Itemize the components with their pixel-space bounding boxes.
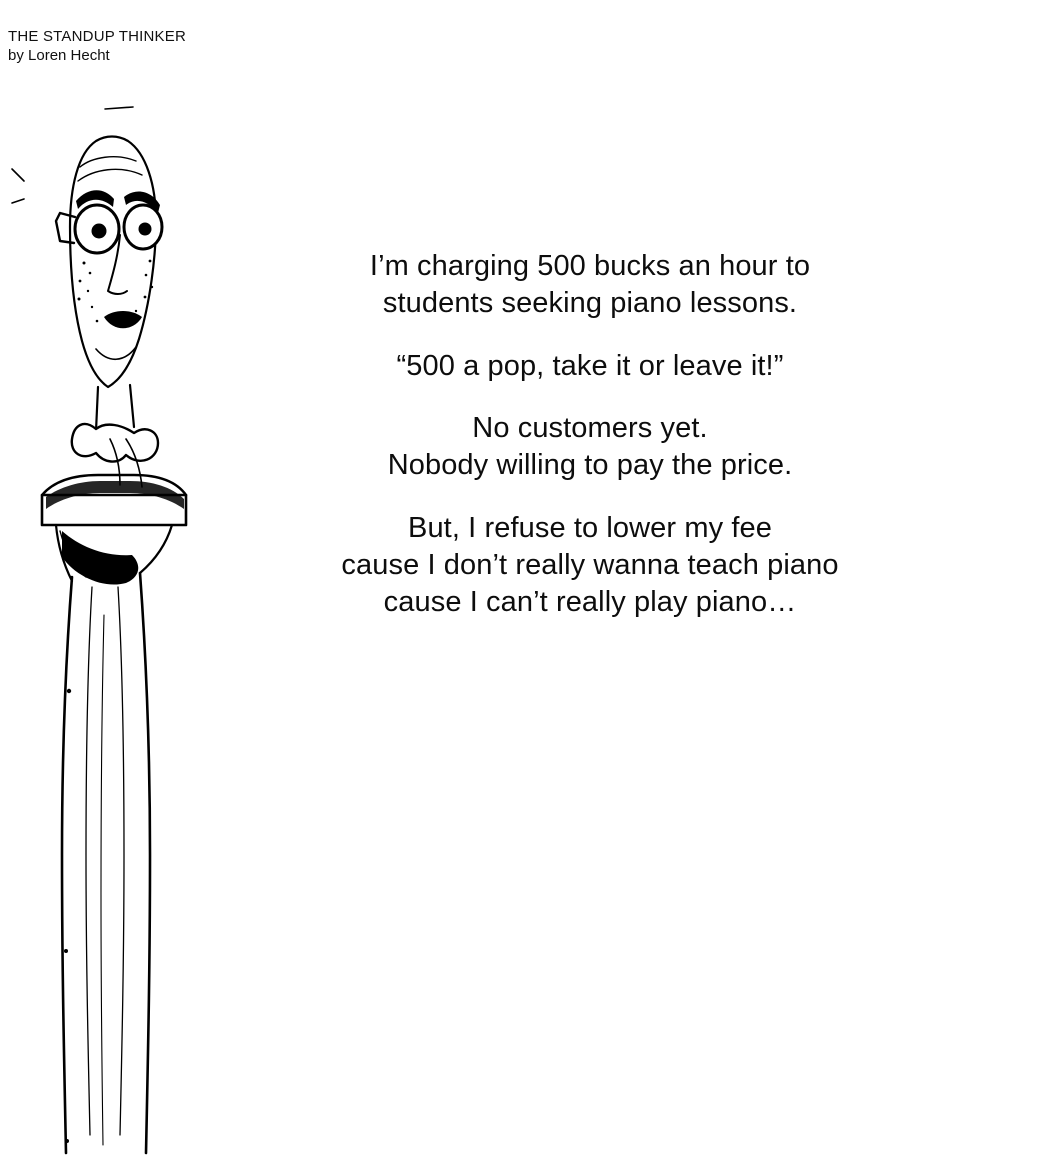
monologue-stanza — [250, 410, 930, 484]
character-illustration — [0, 95, 210, 1155]
monologue-line: Nobody willing to pay the price. — [387, 449, 793, 482]
strip-byline: by Loren Hecht — [8, 46, 110, 64]
monologue-line: students seeking piano lessons. — [382, 286, 798, 319]
monologue-line: No customers yet. — [472, 412, 708, 445]
monologue-line: I’m charging 500 bucks an hour to — [369, 250, 811, 282]
monologue-line: But, I refuse to lower my fee — [408, 512, 772, 545]
monologue-text — [250, 248, 930, 621]
strip-title: THE STANDUP THINKER — [8, 28, 186, 45]
monologue-line: cause I don’t really wanna teach piano — [341, 548, 839, 581]
monologue-line: cause I can’t really play piano… — [383, 585, 797, 618]
monologue-stanza — [250, 348, 930, 385]
monologue-stanza — [250, 510, 930, 620]
masthead — [8, 28, 186, 66]
monologue-line: “500 a pop, take it or leave it!” — [396, 349, 784, 382]
monologue-stanza — [250, 248, 930, 322]
